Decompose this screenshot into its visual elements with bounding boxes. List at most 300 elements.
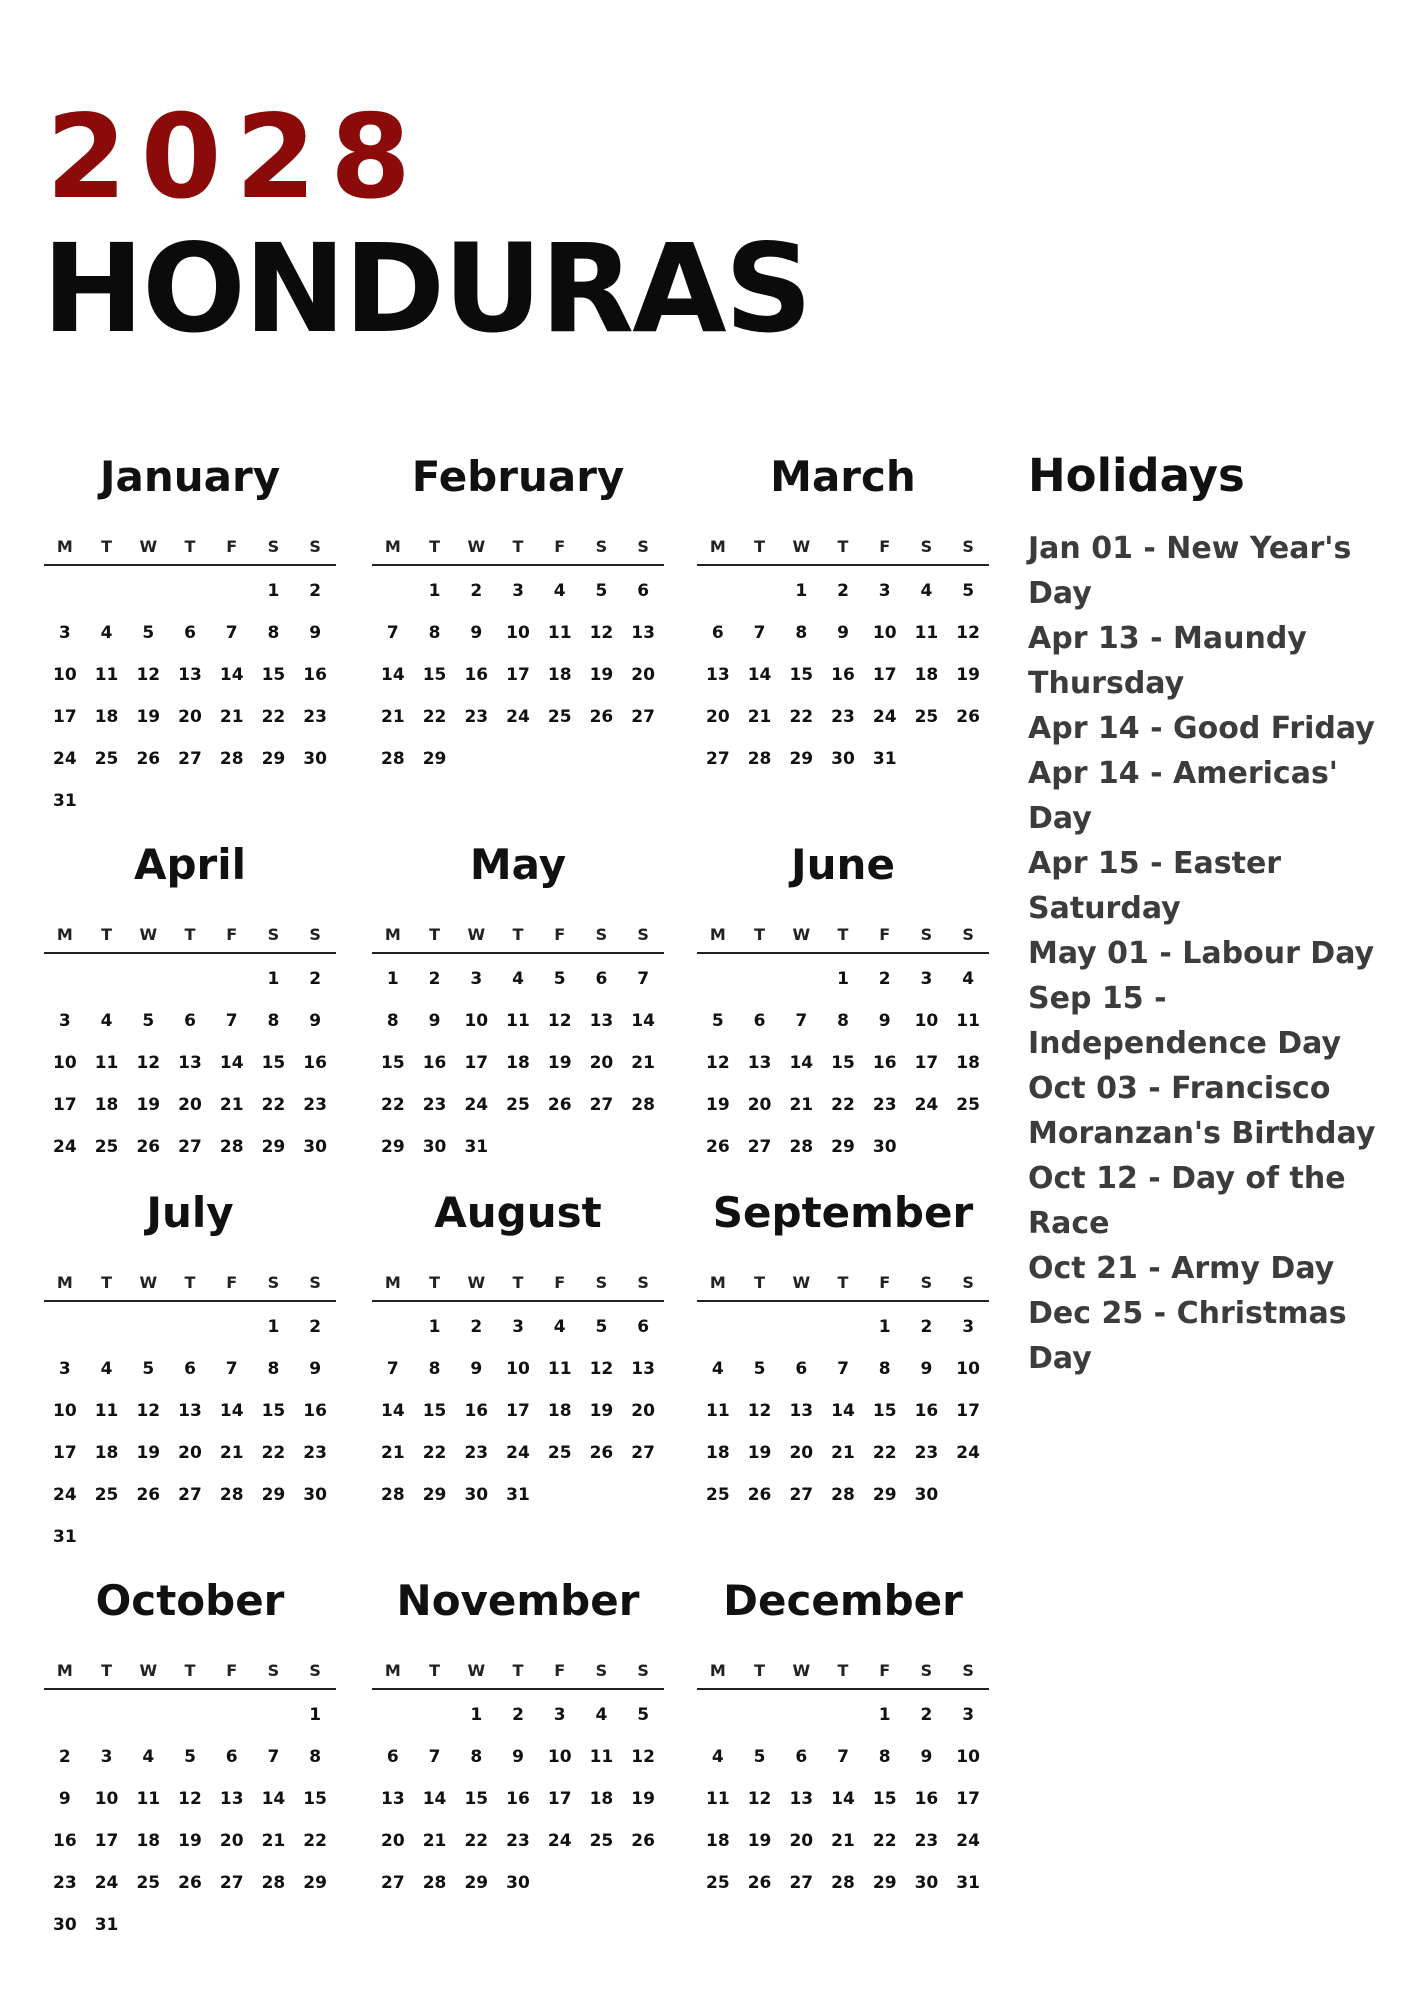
- day-cell: 16: [464, 1401, 489, 1421]
- day-cell: 8: [267, 1011, 280, 1031]
- day-blank: [697, 958, 739, 1000]
- day-cell: 18: [547, 665, 572, 685]
- month-february: [372, 446, 664, 780]
- day-cell: 1: [428, 1317, 441, 1337]
- day-cell: 5: [637, 1705, 650, 1725]
- day-cell: 28: [631, 1095, 655, 1115]
- day-cell: 23: [53, 1873, 77, 1893]
- holiday-line: Moranzan's Birthday: [1028, 1116, 1376, 1151]
- day-cell: 6: [184, 1011, 196, 1031]
- calendar-year: 2028: [46, 90, 425, 225]
- weekday-label: T: [837, 924, 849, 944]
- day-cell: 30: [303, 1485, 327, 1505]
- holiday-line: Oct 21 - Army Day: [1028, 1251, 1335, 1286]
- day-cell: 1: [309, 1705, 322, 1725]
- weekday-label: S: [309, 924, 321, 944]
- day-cell: 20: [706, 707, 730, 727]
- day-cell: 11: [94, 665, 119, 685]
- month-name: March: [770, 452, 916, 501]
- day-cell: 31: [94, 1915, 119, 1935]
- day-cell: 3: [512, 1317, 524, 1337]
- day-cell: 15: [303, 1789, 327, 1809]
- holiday-line: May 01 - Labour Day: [1028, 936, 1375, 971]
- weekday-label: M: [709, 1272, 726, 1292]
- month-name: May: [469, 840, 567, 889]
- day-cell: 20: [178, 1443, 202, 1463]
- day-cell: 10: [506, 1359, 530, 1379]
- day-cell: 31: [53, 791, 77, 811]
- weekday-label: T: [837, 1272, 849, 1292]
- day-blank: [253, 1694, 295, 1736]
- holiday-list: [1028, 526, 1408, 1381]
- day-cell: 21: [381, 1443, 405, 1463]
- day-cell: 15: [831, 1053, 855, 1073]
- day-blank: [211, 958, 253, 1000]
- day-cell: 11: [94, 1401, 119, 1421]
- day-cell: 19: [589, 665, 614, 685]
- day-cell: 12: [547, 1011, 572, 1031]
- day-cell: 1: [878, 1705, 891, 1725]
- day-cell: 17: [956, 1789, 980, 1809]
- weekday-label: F: [554, 1660, 566, 1680]
- day-cell: 7: [386, 623, 399, 643]
- day-cell: 8: [428, 623, 441, 643]
- day-cell: 5: [553, 969, 566, 989]
- day-cell: 22: [831, 1095, 855, 1115]
- day-cell: 14: [747, 665, 772, 685]
- day-cell: 18: [589, 1789, 614, 1809]
- month-january: [44, 446, 336, 822]
- day-cell: 1: [386, 969, 399, 989]
- day-cell: 3: [878, 581, 891, 601]
- day-cell: 1: [878, 1317, 891, 1337]
- day-cell: 15: [261, 1401, 286, 1421]
- day-cell: 4: [711, 1359, 724, 1379]
- day-cell: 9: [837, 623, 849, 643]
- day-blank: [739, 570, 781, 612]
- weekday-label: T: [184, 1660, 196, 1680]
- country-title: HONDURAS: [42, 218, 811, 360]
- day-cell: 3: [962, 1317, 975, 1337]
- weekday-header: [44, 528, 336, 566]
- day-cell: 4: [142, 1747, 155, 1767]
- weekday-label: S: [920, 924, 933, 944]
- day-cell: 24: [506, 707, 530, 727]
- day-cell: 24: [464, 1095, 489, 1115]
- day-cell: 2: [428, 969, 441, 989]
- day-cell: 16: [422, 1053, 447, 1073]
- day-cell: 24: [547, 1831, 572, 1851]
- day-cell: 14: [219, 665, 244, 685]
- day-cell: 8: [428, 1359, 441, 1379]
- day-blank: [372, 1694, 414, 1736]
- month-name: January: [99, 452, 281, 501]
- day-cell: 22: [872, 1443, 897, 1463]
- day-cell: 6: [795, 1359, 808, 1379]
- weekday-label: T: [101, 1660, 113, 1680]
- day-grid: [372, 1694, 664, 1904]
- holidays-title: Holidays: [1028, 449, 1245, 502]
- day-cell: 15: [872, 1789, 897, 1809]
- day-cell: 19: [706, 1095, 730, 1115]
- day-cell: 6: [184, 1359, 196, 1379]
- day-cell: 26: [136, 1485, 161, 1505]
- day-cell: 6: [184, 623, 196, 643]
- weekday-label: W: [467, 924, 486, 944]
- day-cell: 5: [142, 1359, 155, 1379]
- day-cell: 19: [747, 1443, 772, 1463]
- day-cell: 13: [706, 665, 730, 685]
- day-cell: 20: [589, 1053, 614, 1073]
- day-cell: 9: [920, 1359, 933, 1379]
- day-cell: 19: [956, 665, 980, 685]
- day-cell: 21: [219, 1095, 244, 1115]
- day-cell: 28: [747, 749, 772, 769]
- day-cell: 13: [789, 1401, 814, 1421]
- day-cell: 19: [547, 1053, 572, 1073]
- day-cell: 8: [267, 1359, 280, 1379]
- day-cell: 30: [303, 749, 327, 769]
- day-cell: 30: [914, 1873, 939, 1893]
- day-cell: 2: [920, 1317, 933, 1337]
- weekday-label: F: [226, 1660, 238, 1680]
- holiday-line: Independence Day: [1028, 1026, 1342, 1061]
- weekday-label: S: [595, 536, 608, 556]
- day-cell: 18: [706, 1443, 730, 1463]
- day-cell: 28: [381, 1485, 405, 1505]
- day-cell: 29: [261, 749, 286, 769]
- day-cell: 21: [422, 1831, 447, 1851]
- day-grid: [372, 958, 664, 1168]
- day-cell: 11: [914, 623, 939, 643]
- day-cell: 24: [956, 1831, 980, 1851]
- month-may: [372, 834, 664, 1168]
- day-cell: 22: [261, 1095, 286, 1115]
- day-grid: [44, 958, 336, 1168]
- day-cell: 15: [261, 1053, 286, 1073]
- month-september: [697, 1182, 989, 1516]
- day-cell: 23: [303, 1443, 327, 1463]
- month-name: December: [723, 1576, 963, 1625]
- day-blank: [86, 1306, 128, 1348]
- day-cell: 29: [872, 1485, 897, 1505]
- day-cell: 6: [711, 623, 724, 643]
- day-cell: 17: [547, 1789, 572, 1809]
- day-blank: [127, 1694, 169, 1736]
- holiday-line: Oct 03 - Francisco: [1028, 1071, 1331, 1106]
- day-cell: 13: [178, 1053, 202, 1073]
- weekday-label: T: [101, 924, 113, 944]
- weekday-label: M: [709, 536, 726, 556]
- weekday-label: S: [309, 1660, 321, 1680]
- weekday-label: W: [792, 536, 811, 556]
- day-cell: 21: [381, 707, 405, 727]
- day-cell: 22: [261, 707, 286, 727]
- day-cell: 8: [386, 1011, 399, 1031]
- day-cell: 10: [872, 623, 897, 643]
- weekday-label: T: [429, 536, 441, 556]
- day-cell: 10: [53, 665, 77, 685]
- weekday-label: T: [101, 536, 113, 556]
- day-cell: 11: [589, 1747, 614, 1767]
- weekday-label: M: [56, 536, 73, 556]
- day-cell: 12: [136, 665, 161, 685]
- day-cell: 28: [831, 1873, 855, 1893]
- day-cell: 8: [470, 1747, 483, 1767]
- day-cell: 11: [547, 623, 572, 643]
- weekday-label: M: [56, 1272, 73, 1292]
- day-cell: 1: [267, 1317, 280, 1337]
- weekday-label: M: [384, 536, 401, 556]
- day-cell: 16: [464, 665, 489, 685]
- day-cell: 10: [53, 1401, 77, 1421]
- day-cell: 29: [422, 749, 447, 769]
- day-grid: [44, 1306, 336, 1558]
- day-cell: 1: [267, 581, 280, 601]
- day-cell: 27: [631, 707, 655, 727]
- day-cell: 12: [136, 1401, 161, 1421]
- day-cell: 28: [219, 1485, 244, 1505]
- day-cell: 22: [381, 1095, 405, 1115]
- weekday-header: [372, 916, 664, 954]
- holiday-line: Apr 14 - Good Friday: [1028, 711, 1375, 746]
- day-cell: 6: [795, 1747, 808, 1767]
- day-cell: 30: [303, 1137, 327, 1157]
- day-cell: 29: [381, 1137, 405, 1157]
- day-cell: 23: [422, 1095, 447, 1115]
- day-cell: 2: [470, 581, 483, 601]
- weekday-label: S: [962, 924, 974, 944]
- weekday-label: M: [709, 1660, 726, 1680]
- day-cell: 28: [219, 749, 244, 769]
- day-cell: 26: [631, 1831, 655, 1851]
- day-cell: 24: [53, 1485, 77, 1505]
- holiday-line: Jan 01 - New Year's: [1028, 531, 1352, 566]
- day-cell: 31: [53, 1527, 77, 1547]
- day-cell: 9: [878, 1011, 891, 1031]
- day-cell: 12: [136, 1053, 161, 1073]
- day-cell: 25: [589, 1831, 614, 1851]
- weekday-label: F: [879, 536, 891, 556]
- day-cell: 12: [747, 1789, 772, 1809]
- day-cell: 29: [872, 1873, 897, 1893]
- day-cell: 17: [94, 1831, 119, 1851]
- day-cell: 2: [309, 969, 322, 989]
- day-blank: [86, 570, 128, 612]
- day-cell: 25: [506, 1095, 530, 1115]
- day-cell: 22: [872, 1831, 897, 1851]
- weekday-label: T: [512, 1272, 524, 1292]
- day-cell: 27: [631, 1443, 655, 1463]
- day-cell: 30: [464, 1485, 489, 1505]
- day-blank: [86, 958, 128, 1000]
- holiday-line: Thursday: [1028, 666, 1185, 701]
- day-cell: 23: [831, 707, 855, 727]
- day-blank: [697, 1694, 739, 1736]
- day-cell: 16: [831, 665, 855, 685]
- day-cell: 11: [94, 1053, 119, 1073]
- day-cell: 22: [261, 1443, 286, 1463]
- day-cell: 26: [747, 1485, 772, 1505]
- weekday-label: T: [184, 536, 196, 556]
- weekday-label: T: [184, 924, 196, 944]
- holidays-panel: [1028, 446, 1408, 1381]
- weekday-label: T: [754, 1272, 766, 1292]
- day-cell: 30: [914, 1485, 939, 1505]
- day-cell: 2: [309, 581, 322, 601]
- weekday-label: S: [637, 1660, 649, 1680]
- day-cell: 12: [706, 1053, 730, 1073]
- day-cell: 11: [136, 1789, 161, 1809]
- day-cell: 4: [553, 581, 566, 601]
- day-cell: 5: [711, 1011, 724, 1031]
- day-cell: 11: [956, 1011, 980, 1031]
- weekday-label: S: [962, 1660, 974, 1680]
- weekday-label: T: [837, 536, 849, 556]
- day-cell: 9: [470, 623, 483, 643]
- weekday-label: M: [384, 1660, 401, 1680]
- day-blank: [739, 1306, 781, 1348]
- weekday-label: S: [595, 1272, 608, 1292]
- day-cell: 20: [789, 1831, 814, 1851]
- day-cell: 3: [100, 1747, 113, 1767]
- day-cell: 29: [261, 1485, 286, 1505]
- weekday-label: F: [879, 1660, 891, 1680]
- weekday-label: S: [637, 924, 649, 944]
- day-cell: 4: [711, 1747, 724, 1767]
- day-cell: 2: [470, 1317, 483, 1337]
- day-cell: 11: [706, 1789, 730, 1809]
- day-cell: 14: [219, 1053, 244, 1073]
- day-cell: 3: [58, 1011, 71, 1031]
- day-cell: 14: [831, 1401, 855, 1421]
- weekday-label: M: [384, 1272, 401, 1292]
- day-cell: 22: [422, 707, 447, 727]
- day-blank: [697, 1306, 739, 1348]
- day-cell: 4: [595, 1705, 608, 1725]
- day-cell: 14: [422, 1789, 447, 1809]
- day-cell: 10: [94, 1789, 119, 1809]
- day-cell: 16: [303, 1401, 327, 1421]
- weekday-label: S: [920, 536, 933, 556]
- day-cell: 12: [747, 1401, 772, 1421]
- day-cell: 23: [303, 707, 327, 727]
- day-cell: 29: [789, 749, 814, 769]
- day-cell: 27: [747, 1137, 772, 1157]
- day-cell: 6: [637, 1317, 650, 1337]
- day-cell: 29: [303, 1873, 327, 1893]
- day-blank: [780, 1306, 822, 1348]
- month-name: November: [396, 1576, 640, 1625]
- day-cell: 13: [219, 1789, 244, 1809]
- day-cell: 26: [547, 1095, 572, 1115]
- day-cell: 20: [219, 1831, 244, 1851]
- month-march: [697, 446, 989, 780]
- month-name: October: [95, 1576, 285, 1625]
- day-cell: 4: [100, 1359, 113, 1379]
- month-november: [372, 1570, 664, 1904]
- day-cell: 27: [178, 1485, 202, 1505]
- day-cell: 20: [178, 707, 202, 727]
- day-cell: 14: [261, 1789, 286, 1809]
- day-cell: 2: [878, 969, 891, 989]
- day-cell: 22: [422, 1443, 447, 1463]
- day-cell: 10: [547, 1747, 572, 1767]
- day-cell: 7: [225, 1359, 238, 1379]
- day-blank: [739, 1694, 781, 1736]
- weekday-label: S: [920, 1660, 933, 1680]
- day-cell: 13: [381, 1789, 405, 1809]
- day-cell: 26: [706, 1137, 730, 1157]
- holiday-line: Race: [1028, 1206, 1110, 1241]
- day-cell: 23: [914, 1831, 939, 1851]
- day-cell: 7: [637, 969, 650, 989]
- day-cell: 7: [428, 1747, 441, 1767]
- holiday-line: Apr 13 - Maundy: [1028, 621, 1307, 656]
- day-cell: 18: [706, 1831, 730, 1851]
- day-cell: 27: [589, 1095, 614, 1115]
- day-cell: 27: [789, 1873, 814, 1893]
- day-cell: 25: [547, 707, 572, 727]
- day-cell: 6: [225, 1747, 238, 1767]
- day-cell: 20: [178, 1095, 202, 1115]
- weekday-label: W: [139, 924, 158, 944]
- day-cell: 9: [428, 1011, 441, 1031]
- day-cell: 19: [631, 1789, 655, 1809]
- day-cell: 14: [631, 1011, 655, 1031]
- holiday-line: Dec 25 - Christmas: [1028, 1296, 1347, 1331]
- day-grid: [697, 1694, 989, 1904]
- weekday-label: W: [792, 1660, 811, 1680]
- weekday-header: [697, 916, 989, 954]
- weekday-label: W: [467, 1272, 486, 1292]
- day-cell: 17: [872, 665, 897, 685]
- day-blank: [44, 1694, 86, 1736]
- day-blank: [739, 958, 781, 1000]
- day-cell: 19: [136, 1443, 161, 1463]
- day-cell: 18: [506, 1053, 530, 1073]
- day-cell: 16: [914, 1401, 939, 1421]
- day-cell: 8: [837, 1011, 849, 1031]
- day-cell: 6: [637, 581, 650, 601]
- day-cell: 3: [512, 581, 524, 601]
- day-cell: 20: [789, 1443, 814, 1463]
- weekday-label: T: [754, 1660, 766, 1680]
- day-cell: 4: [553, 1317, 566, 1337]
- day-cell: 1: [795, 581, 808, 601]
- day-cell: 8: [267, 623, 280, 643]
- day-cell: 7: [837, 1747, 849, 1767]
- weekday-label: T: [101, 1272, 113, 1292]
- day-cell: 7: [795, 1011, 808, 1031]
- day-cell: 5: [595, 1317, 608, 1337]
- weekday-label: W: [792, 924, 811, 944]
- day-cell: 23: [914, 1443, 939, 1463]
- day-cell: 18: [956, 1053, 980, 1073]
- day-cell: 17: [53, 1443, 77, 1463]
- day-cell: 24: [53, 1137, 77, 1157]
- day-cell: 30: [831, 749, 855, 769]
- day-blank: [127, 958, 169, 1000]
- weekday-label: T: [429, 1272, 441, 1292]
- day-cell: 7: [225, 623, 238, 643]
- day-cell: 13: [589, 1011, 614, 1031]
- day-cell: 19: [136, 1095, 161, 1115]
- day-cell: 14: [381, 665, 405, 685]
- day-cell: 23: [303, 1095, 327, 1115]
- day-cell: 17: [464, 1053, 489, 1073]
- day-cell: 9: [309, 1011, 322, 1031]
